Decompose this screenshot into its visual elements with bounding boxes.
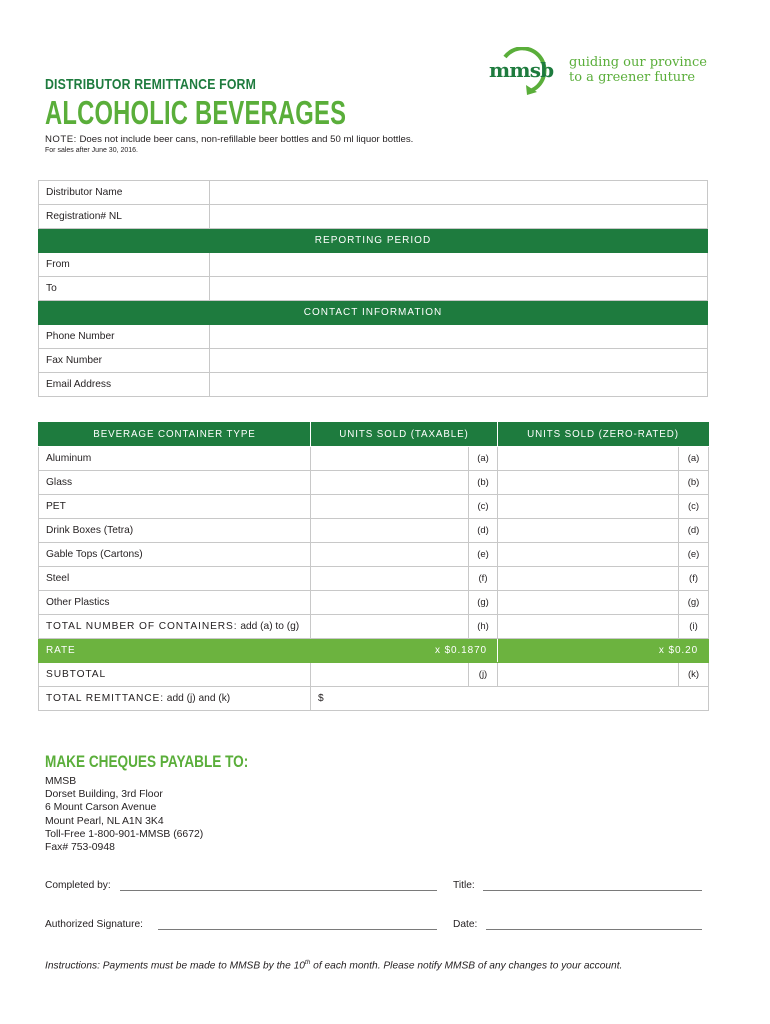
row-label: Steel [39, 567, 311, 591]
remittance-label [39, 687, 311, 711]
rate-row [39, 639, 709, 663]
remittance-label-bold: TOTAL REMITTANCE: [46, 693, 164, 704]
address-line: MMSB [45, 776, 77, 787]
taxable-code: (d) [469, 519, 498, 543]
row-label: Drink Boxes (Tetra) [39, 519, 311, 543]
zero-rated-code: (f) [679, 567, 709, 591]
zero-rated-input[interactable] [498, 447, 679, 471]
reporting-period-header: REPORTING PERIOD [39, 229, 708, 253]
table-row [39, 205, 708, 229]
rate-label: RATE [39, 639, 311, 663]
note-label: NOTE: [45, 134, 77, 145]
zero-rated-code: (a) [679, 447, 709, 471]
title-line[interactable] [483, 890, 702, 891]
to-field[interactable] [210, 277, 708, 301]
zero-rated-code: (e) [679, 543, 709, 567]
fax-field[interactable] [210, 349, 708, 373]
completed-by-line[interactable] [120, 890, 437, 891]
taxable-input[interactable] [311, 447, 469, 471]
distributor-name-field[interactable] [210, 181, 708, 205]
subtotal-zero-rated-input[interactable] [498, 663, 679, 687]
subtotal-label: SUBTOTAL [39, 663, 311, 687]
page-title: ALCOHOLIC BEVERAGES [45, 94, 347, 131]
date-line[interactable] [486, 929, 702, 930]
taxable-header: UNITS SOLD (TAXABLE) [311, 423, 498, 447]
instructions-superscript: th [304, 959, 311, 966]
address-line: 6 Mount Carson Avenue [45, 802, 157, 814]
taxable-code: (c) [469, 495, 498, 519]
tagline [569, 55, 707, 85]
taxable-input[interactable] [311, 591, 469, 615]
taxable-code: (e) [469, 543, 498, 567]
subtotal-taxable-code: (j) [469, 663, 498, 687]
table-row [39, 373, 708, 397]
table-row [39, 519, 709, 543]
total-zero-rated-input[interactable] [498, 615, 679, 639]
table-row [39, 543, 709, 567]
container-type-header: BEVERAGE CONTAINER TYPE [39, 423, 311, 447]
to-label: To [39, 277, 210, 301]
zero-rated-code: (g) [679, 591, 709, 615]
taxable-input[interactable] [311, 471, 469, 495]
taxable-input[interactable] [311, 543, 469, 567]
zero-rated-input[interactable] [498, 591, 679, 615]
table-row [39, 495, 709, 519]
zero-rated-input[interactable] [498, 495, 679, 519]
registration-field[interactable] [210, 205, 708, 229]
authorized-signature-label: Authorized Signature: [45, 919, 143, 930]
sales-note: For sales after June 30, 2016. [45, 147, 138, 154]
date-label: Date: [453, 919, 478, 930]
title-label: Title: [453, 880, 475, 891]
section-header [39, 301, 708, 325]
from-label: From [39, 253, 210, 277]
distributor-info-table [38, 180, 708, 397]
row-label: Aluminum [39, 447, 311, 471]
total-row [39, 615, 709, 639]
table-row [39, 447, 709, 471]
zero-rated-code: (c) [679, 495, 709, 519]
authorized-signature-line[interactable] [158, 929, 437, 930]
taxable-input[interactable] [311, 567, 469, 591]
note-text: Does not include beer cans, non-refillable beer bottles and 50 ml liquor bottles. [79, 134, 414, 145]
table-row [39, 567, 709, 591]
address-line: Fax# 753-0948 [45, 842, 115, 854]
zero-rated-code: (d) [679, 519, 709, 543]
row-label: Other Plastics [39, 591, 311, 615]
remittance-label-suffix: add (j) and (k) [166, 693, 231, 704]
taxable-code: (a) [469, 447, 498, 471]
taxable-code: (f) [469, 567, 498, 591]
rate-zero-rated-value: x $0.20 [498, 639, 709, 663]
table-header-row [39, 423, 709, 447]
table-row [39, 349, 708, 373]
from-field[interactable] [210, 253, 708, 277]
total-label-bold: TOTAL NUMBER OF CONTAINERS: [46, 621, 238, 632]
zero-rated-header: UNITS SOLD (ZERO-RATED) [498, 423, 709, 447]
table-row [39, 471, 709, 495]
row-label: PET [39, 495, 311, 519]
tagline-line-2: to a greener future [569, 70, 696, 85]
address-line: Mount Pearl, NL A1N 3K4 [45, 815, 164, 827]
completed-by-label: Completed by: [45, 880, 111, 891]
mailing-address [45, 775, 203, 854]
registration-label: Registration# NL [39, 205, 210, 229]
cheques-title: MAKE CHEQUES PAYABLE TO: [45, 752, 249, 771]
zero-rated-input[interactable] [498, 519, 679, 543]
zero-rated-input[interactable] [498, 471, 679, 495]
tagline-line-1: guiding our province [569, 55, 707, 70]
row-label: Gable Tops (Cartons) [39, 543, 311, 567]
total-label-suffix: add (a) to (g) [240, 621, 300, 632]
table-row [39, 591, 709, 615]
table-row [39, 253, 708, 277]
instructions-text-end: of each month. Please notify MMSB of any changes to your account. [310, 960, 623, 972]
form-title: DISTRIBUTOR REMITTANCE FORM [45, 76, 257, 93]
subtotal-zero-rated-code: (k) [679, 663, 709, 687]
instructions-text: Instructions: Payments must be made to MMSB by the 10 [45, 960, 305, 972]
note [45, 134, 413, 145]
subtotal-row [39, 663, 709, 687]
taxable-input[interactable] [311, 495, 469, 519]
total-taxable-code: (h) [469, 615, 498, 639]
zero-rated-input[interactable] [498, 543, 679, 567]
table-row [39, 277, 708, 301]
total-zero-rated-code: (i) [679, 615, 709, 639]
taxable-code: (g) [469, 591, 498, 615]
logo: mmsb [489, 58, 554, 82]
phone-label: Phone Number [39, 325, 210, 349]
email-field[interactable] [210, 373, 708, 397]
zero-rated-code: (b) [679, 471, 709, 495]
address-line: Toll-Free 1-800-901-MMSB (6672) [45, 828, 204, 840]
subtotal-taxable-input[interactable] [311, 663, 469, 687]
container-table [38, 422, 709, 711]
fax-label: Fax Number [39, 349, 210, 373]
total-label [39, 615, 311, 639]
instructions [45, 959, 622, 971]
email-label: Email Address [39, 373, 210, 397]
table-row [39, 181, 708, 205]
taxable-input[interactable] [311, 519, 469, 543]
contact-information-header: CONTACT INFORMATION [39, 301, 708, 325]
total-taxable-input[interactable] [311, 615, 469, 639]
distributor-name-label: Distributor Name [39, 181, 210, 205]
remittance-row [39, 687, 709, 711]
zero-rated-input[interactable] [498, 567, 679, 591]
section-header [39, 229, 708, 253]
address-line: Dorset Building, 3rd Floor [45, 789, 163, 801]
phone-field[interactable] [210, 325, 708, 349]
row-label: Glass [39, 471, 311, 495]
rate-taxable-value: x $0.1870 [311, 639, 498, 663]
table-row [39, 325, 708, 349]
remittance-input[interactable]: $ [311, 687, 709, 711]
taxable-code: (b) [469, 471, 498, 495]
